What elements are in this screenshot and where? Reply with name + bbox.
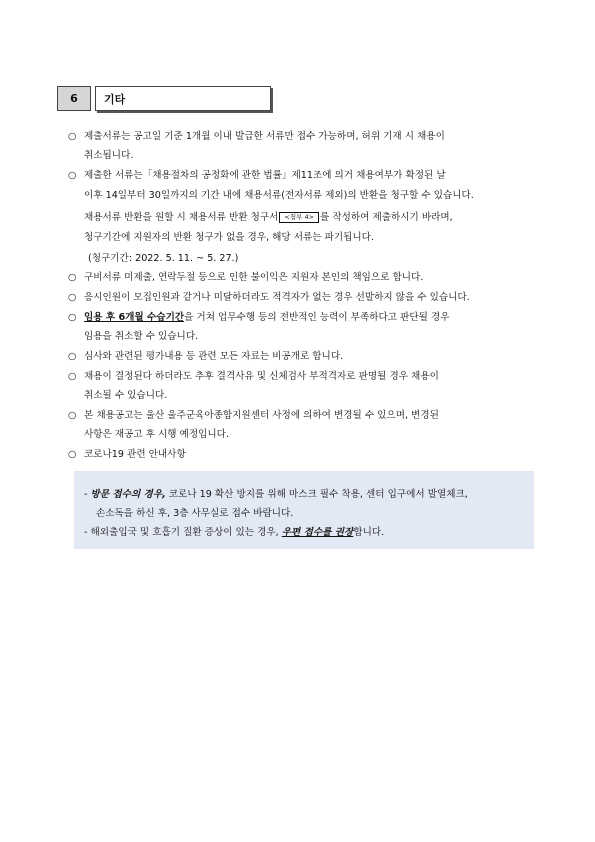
claim-period: (청구기간: 2022. 5. 11. ~ 5. 27.) <box>88 253 239 264</box>
bullet-circle-icon: ○ <box>68 449 77 460</box>
return-request-text-cont: 를 작성하여 제출하시기 바라며, <box>320 212 453 223</box>
item-line: 응시인원이 모집인원과 같거나 미달하더라도 적격자가 없는 경우 선발하지 않을 수 있습니다. <box>84 292 470 303</box>
bullet-circle-icon: ○ <box>68 351 77 362</box>
dash-marker: - <box>84 489 88 500</box>
dash-marker: - <box>84 527 88 538</box>
item-line: 코로나19 관련 안내사항 <box>84 449 186 460</box>
list-item <box>68 166 543 185</box>
item-line: 심사와 관련된 평가내용 등 관련 모든 자료는 비공개로 합니다. <box>84 351 344 362</box>
mail-recommend-emphasis: 우편 접수를 권장 <box>281 527 354 538</box>
attachment-tag: <첨부 4> <box>279 212 319 223</box>
bullet-circle-icon: ○ <box>68 312 77 323</box>
bullet-circle-icon: ○ <box>68 170 77 181</box>
item-line: 이후 14일부터 30일까지의 기간 내에 채용서류(전자서류 제외)의 반환을 청구할 수 있습니다. <box>84 190 474 201</box>
bullet-circle-icon: ○ <box>68 410 77 421</box>
item-line: 구비서류 미제출, 연락두절 등으로 인한 불이익은 지원자 본인의 책임으로 합니다. <box>84 272 424 283</box>
item-line: 취소될 수 있습니다. <box>84 390 168 401</box>
section-header <box>57 86 271 111</box>
list-item <box>68 288 543 307</box>
overseas-text: 해외출입국 및 호흡기 질환 증상이 있는 경우, <box>90 527 282 538</box>
bullet-circle-icon: ○ <box>68 371 77 382</box>
list-item <box>68 367 543 386</box>
section-title: 기타 <box>95 86 271 111</box>
item-line: 임용을 취소할 수 있습니다. <box>84 331 199 342</box>
covid-notice-box <box>74 471 534 549</box>
list-item <box>68 406 543 425</box>
probation-emphasis: 임용 후 6개월 수습기간 <box>84 312 185 323</box>
probation-text: 을 거쳐 업무수행 등의 전반적인 능력이 부족하다고 판단될 경우 <box>184 312 450 323</box>
bullet-circle-icon: ○ <box>68 272 77 283</box>
item-line <box>84 208 453 227</box>
visit-emphasis: 방문 접수의 경우, <box>90 489 166 500</box>
item-line: 본 채용공고는 울산 울주군육아종합지원센터 사정에 의하여 변경될 수 있으며, 변경된 <box>84 410 439 421</box>
list-item <box>68 308 543 327</box>
item-line: 제출서류는 공고일 기준 1개월 이내 발급한 서류만 접수 가능하며, 허위 기재 시 채용이 <box>84 131 445 142</box>
item-line: 제출한 서류는「채용절차의 공정화에 관한 법률」제11조에 의거 채용여부가 확정된 날 <box>84 170 446 181</box>
item-line <box>84 308 543 327</box>
item-line: 청구기간에 지원자의 반환 청구가 없을 경우, 해당 서류는 파기됩니다. <box>84 232 374 243</box>
list-item <box>68 127 543 146</box>
section-number: 6 <box>57 86 91 111</box>
item-line: 사항은 재공고 후 시행 예정입니다. <box>84 429 229 440</box>
overseas-text-end: 합니다. <box>353 527 385 538</box>
notice-line <box>84 485 534 504</box>
bullet-circle-icon: ○ <box>68 292 77 303</box>
item-line: 채용이 결정된다 하더라도 추후 결격사유 및 신체검사 부적격자로 판명될 경우 채용이 <box>84 371 439 382</box>
list-item <box>68 347 543 366</box>
bullet-circle-icon: ○ <box>68 131 77 142</box>
return-request-text: 채용서류 반환을 원할 시 채용서류 반환 청구서 <box>84 212 279 223</box>
visit-text: 코로나 19 확산 방지를 위해 마스크 필수 착용, 센터 입구에서 발열체크, <box>165 489 468 500</box>
notice-line <box>84 523 534 542</box>
item-line: 취소됩니다. <box>84 150 134 161</box>
list-item <box>68 445 543 464</box>
list-item <box>68 268 543 287</box>
notice-line: 손소독을 하신 후, 3층 사무실로 접수 바랍니다. <box>96 508 294 519</box>
